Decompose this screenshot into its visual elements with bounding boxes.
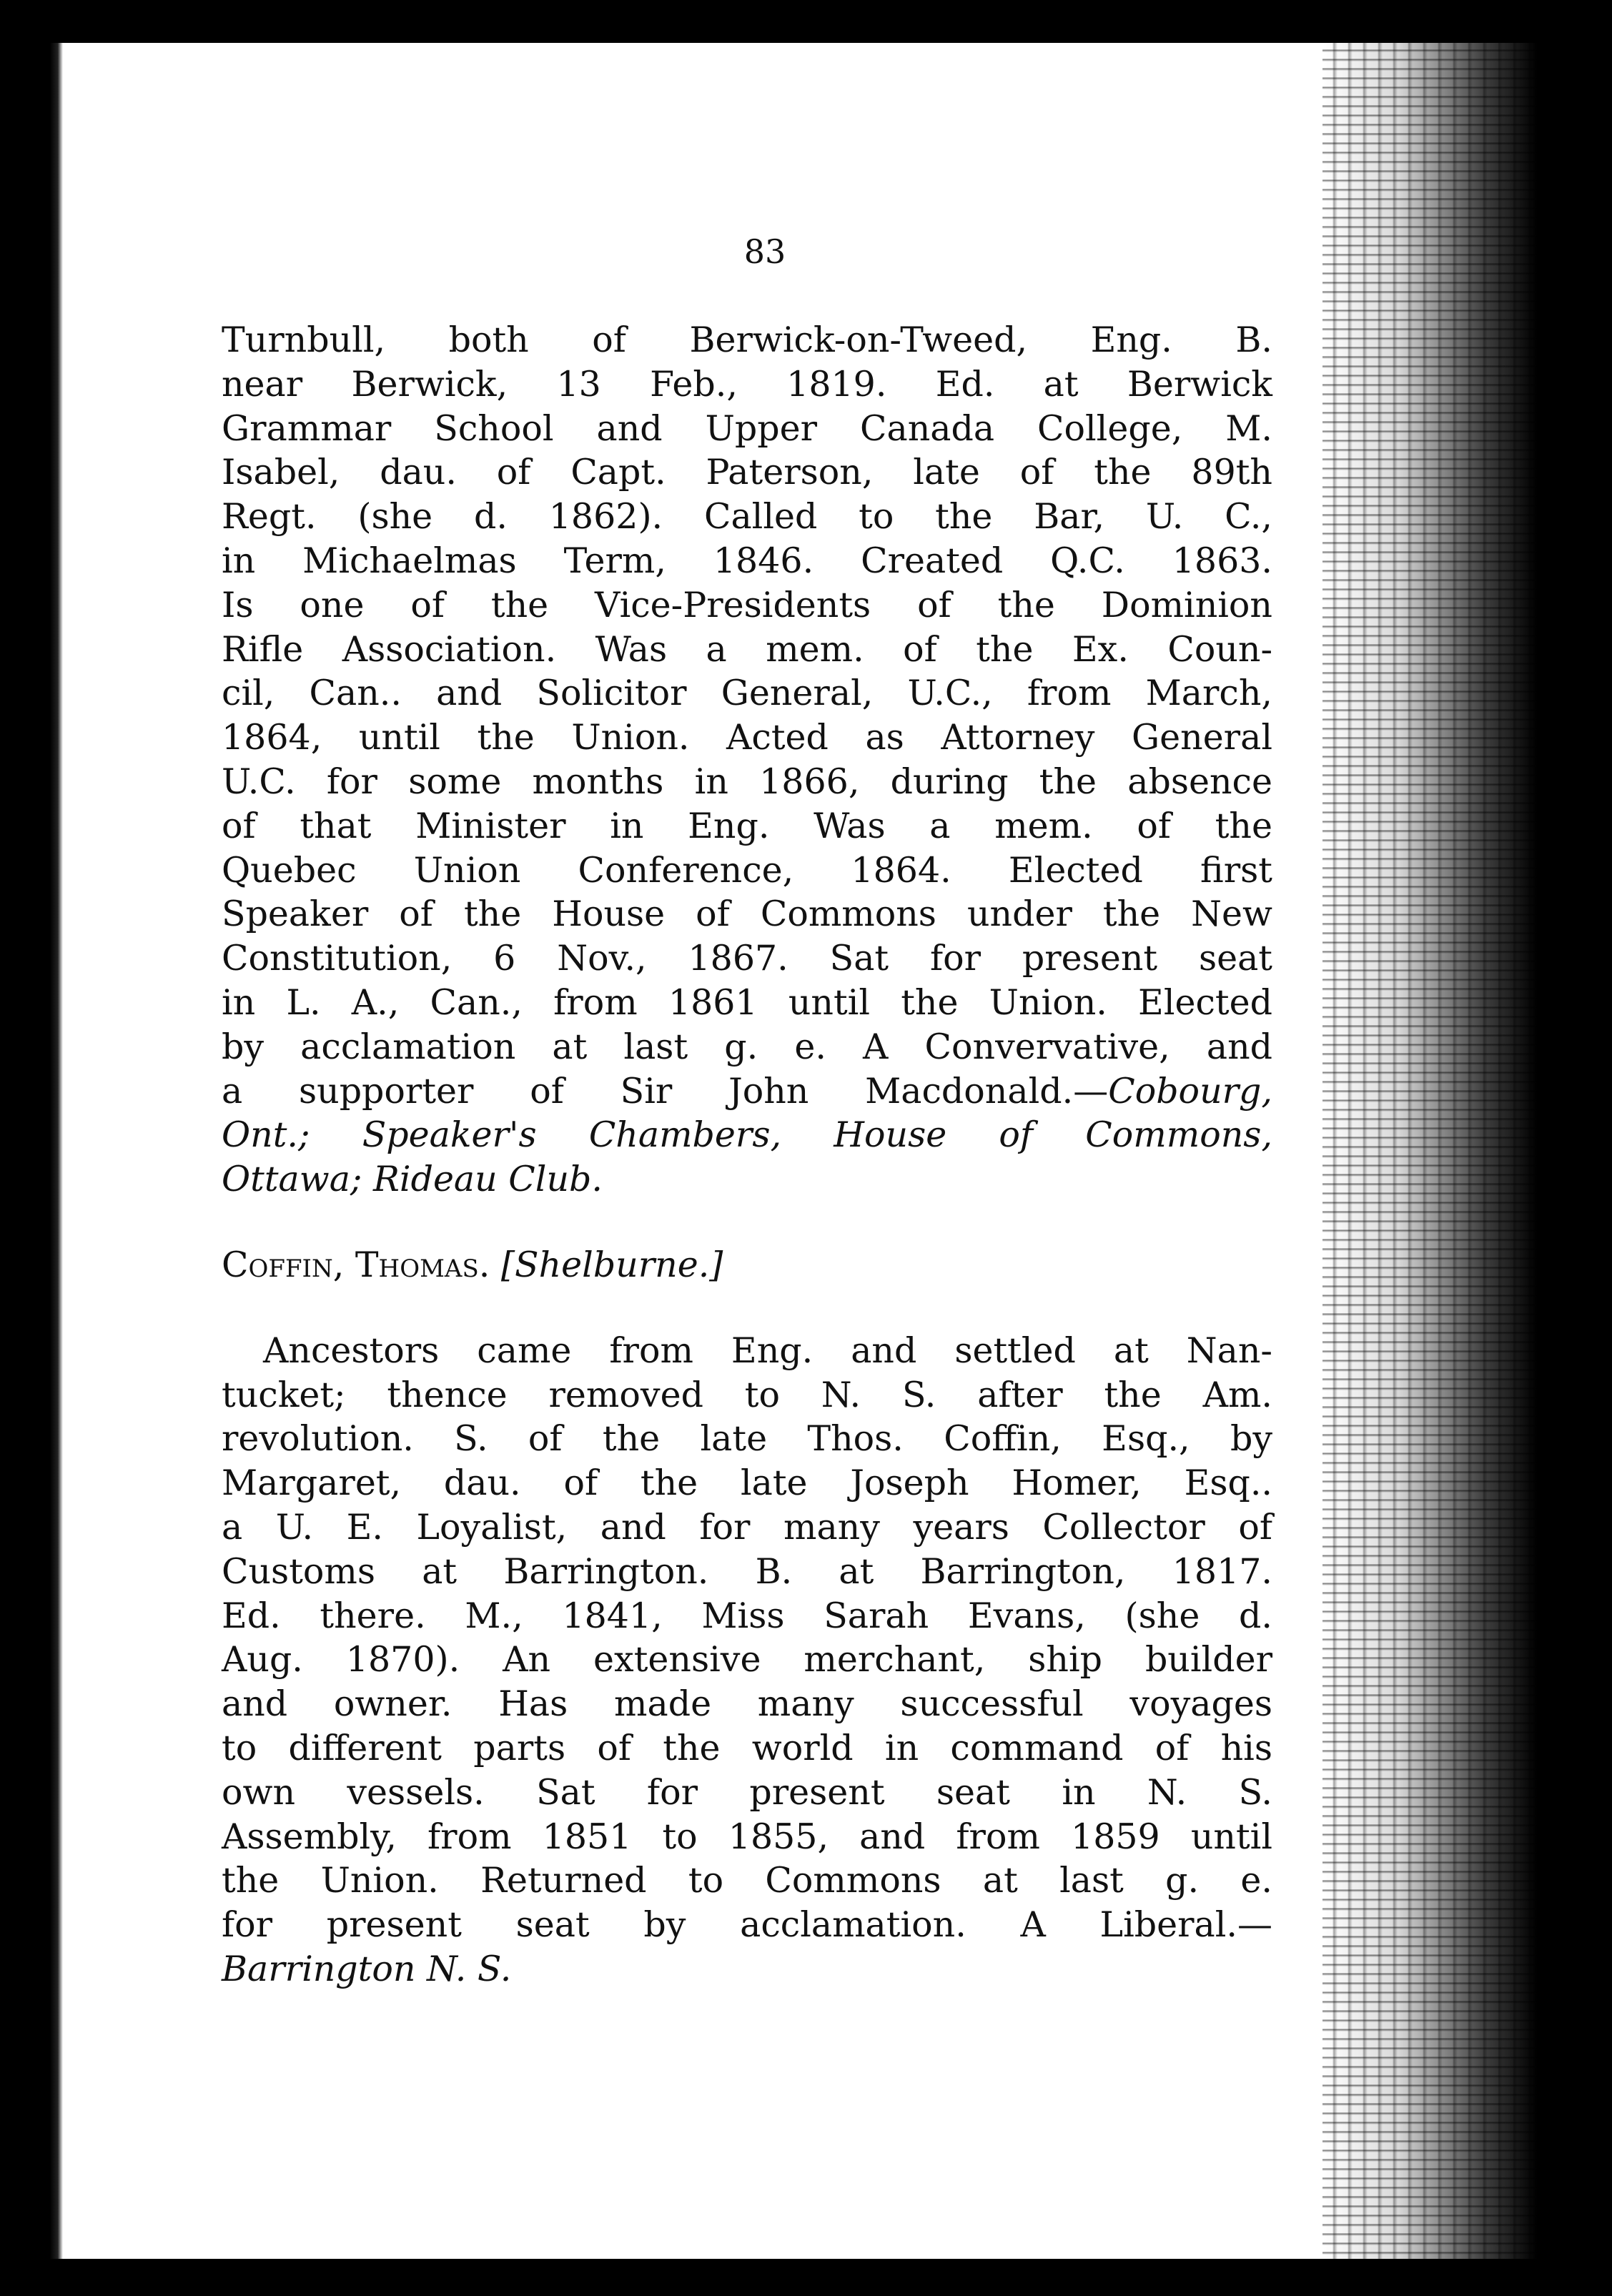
text-line: tucket; thence removed to N. S. after the Am. [222,1374,1272,1415]
body-text [222,318,1272,1991]
text-line: U.C. for some months in 1866, during the absence [222,761,1272,802]
text-line: and owner. Has made many successful voyages [222,1683,1272,1725]
text-line: in L. A., Can., from 1861 until the Union. Elected [222,981,1272,1023]
constituency: [Shelburne.] [500,1244,723,1285]
text-line: Grammar School and Upper Canada College, M. [222,407,1272,449]
text-line: Turnbull, both of Berwick-on-Tweed, Eng. B. [222,320,1272,360]
text-line: of that Minister in Eng. Was a mem. of the [222,805,1272,846]
text-line: Quebec Union Conference, 1864. Elected first [222,849,1272,891]
address-line: Ottawa; Rideau Club. [222,1159,603,1200]
text-line: Ancestors came from Eng. and settled at Nan- [263,1330,1272,1371]
text-line: Customs at Barrington. B. at Barrington, 1817. [222,1550,1272,1592]
text-line-with-address [222,1069,1272,1114]
page-edge-shadow [1322,43,1537,2259]
entry-cockburn [222,318,1272,1202]
book-page [50,43,1537,2259]
entry-coffin [222,1329,1272,1991]
text-line: Constitution, 6 Nov., 1867. Sat for present seat [222,938,1272,979]
text-line: revolution. S. of the late Thos. Coffin, Esq., by [222,1418,1272,1460]
text-line: the Union. Returned to Commons at last g. e. [222,1860,1272,1901]
text-line: Isabel, dau. of Capt. Paterson, late of the 89th [222,452,1272,493]
text-line: own vessels. Sat for present seat in N. S. [222,1771,1272,1813]
text-line: cil, Can.. and Solicitor General, U.C., from March, [222,673,1272,714]
member-name: Coffin, Thomas. [222,1244,490,1285]
text-line: by acclamation at last g. e. A Convervative, and [222,1026,1272,1067]
entry-heading [222,1243,1272,1287]
page-spine-shadow [50,43,63,2259]
page-number: 83 [743,232,786,271]
text-line: Is one of the Vice-Presidents of the Dominion [222,584,1272,625]
text-line: Assembly, from 1851 to 1855, and from 1859 until [222,1816,1272,1857]
address-start: Cobourg, [1108,1070,1272,1112]
text-line: in Michaelmas Term, 1846. Created Q.C. 1863. [222,540,1272,581]
text-line: to different parts of the world in command of his [222,1727,1272,1768]
text-line: near Berwick, 13 Feb., 1819. Ed. at Berwick [222,363,1272,405]
text-line: a supporter of Sir John Macdonald.— [222,1070,1109,1112]
address-line: Ont.; Speaker's Chambers, House of Commons, [222,1114,1272,1156]
text-line: Speaker of the House of Commons under the New [222,894,1272,935]
text-line: for present seat by acclamation. A Liberal.— [222,1904,1272,1946]
text-line: Rifle Association. Was a mem. of the Ex. Coun- [222,628,1272,670]
text-line: Aug. 1870). An extensive merchant, ship builder [222,1639,1272,1681]
text-line: a U. E. Loyalist, and for many years Collector of [222,1506,1272,1548]
address-line: Barrington N. S. [222,1948,512,1989]
text-line: 1864, until the Union. Acted as Attorney General [222,717,1272,758]
text-line: Regt. (she d. 1862). Called to the Bar, U. C., [222,496,1272,538]
text-line: Ed. there. M., 1841, Miss Sarah Evans, (she d. [222,1595,1272,1636]
text-line: Margaret, dau. of the late Joseph Homer, Esq.. [222,1463,1272,1504]
